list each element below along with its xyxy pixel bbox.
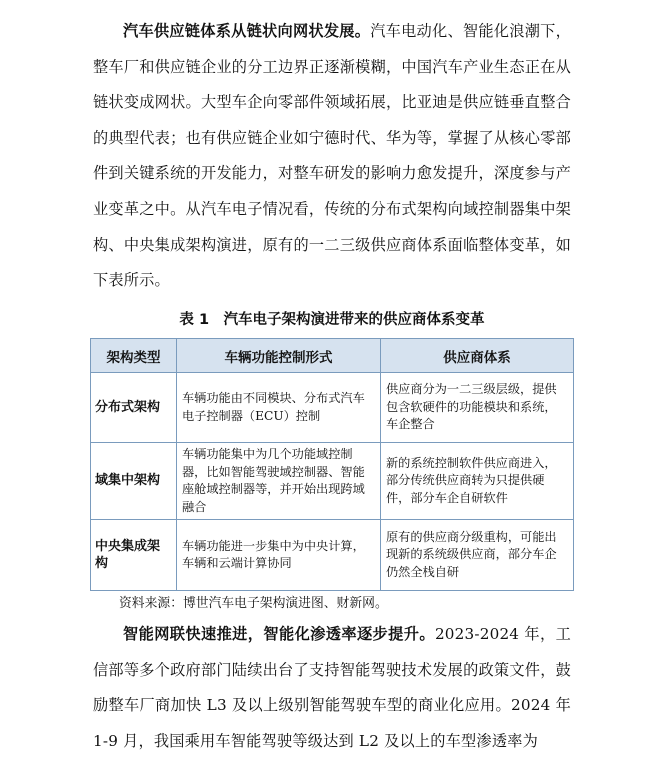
column-header-control: 车辆功能控制形式 — [177, 339, 381, 373]
paragraph-supply-chain — [93, 14, 571, 299]
table-header-row — [91, 339, 574, 373]
cell-supplier-system: 原有的供应商分级重构，可能出现新的系统级供应商，部分车企仍然全栈自研 — [381, 520, 574, 591]
cell-arch-type: 域集中架构 — [91, 443, 177, 520]
paragraph-body: 汽车电动化、智能化浪潮下，整车厂和供应链企业的分工边界正逐渐模糊，中国汽车产业生态正在从链状变成网状。大型车企向零部件领域拓展，比亚迪是供应链垂直整合的典型代表；也有供应链企业如宁德时代、华为等，掌握了从核心零部件到关键系统的开发能力，对整车研发的影响力愈发提升，深度参与产业变革之中。从汽车电子情况看，传统的分布式架构向域控制器集中架构、中央集成架构演进，原有的一二三级供应商体系面临整体变革，如下表所示。 — [93, 22, 571, 290]
architecture-table — [90, 338, 574, 591]
cell-arch-type: 分布式架构 — [91, 373, 177, 443]
table-row — [91, 520, 574, 591]
cell-arch-type: 中央集成架构 — [91, 520, 177, 591]
column-header-supplier: 供应商体系 — [381, 339, 574, 373]
paragraph-lead: 智能网联快速推进，智能化渗透率逐步提升。 — [123, 625, 435, 643]
paragraph-lead: 汽车供应链体系从链状向网状发展。 — [123, 22, 371, 40]
paragraph-body: 2023-2024 年，工信部等多个政府部门陆续出台了支持智能驾驶技术发展的政策文件，鼓励整车厂商加快 L3 及以上级别智能驾驶车型的商业化应用。2024 年 1-9 月，我国乘用车智能驾驶等级达到 L2 及以上的车型渗透率为 — [93, 625, 571, 750]
cell-control-form: 车辆功能集中为几个功能域控制器，比如智能驾驶域控制器、智能座舱域控制器等，并开始出现跨域融合 — [177, 443, 381, 520]
paragraph-intelligent-connected — [93, 617, 571, 759]
table-source-note: 资料来源：博世汽车电子架构演进图、财新网。 — [119, 596, 388, 611]
table-caption: 表 1 汽车电子架构演进带来的供应商体系变革 — [179, 312, 485, 328]
table-row — [91, 443, 574, 520]
cell-supplier-system: 新的系统控制软件供应商进入，部分传统供应商转为只提供硬件，部分车企自研软件 — [381, 443, 574, 520]
cell-control-form: 车辆功能由不同模块、分布式汽车电子控制器（ECU）控制 — [177, 373, 381, 443]
table-row — [91, 373, 574, 443]
cell-control-form: 车辆功能进一步集中为中央计算，车辆和云端计算协同 — [177, 520, 381, 591]
column-header-type: 架构类型 — [91, 339, 177, 373]
cell-supplier-system: 供应商分为一二三级层级，提供包含软硬件的功能模块和系统，车企整合 — [381, 373, 574, 443]
